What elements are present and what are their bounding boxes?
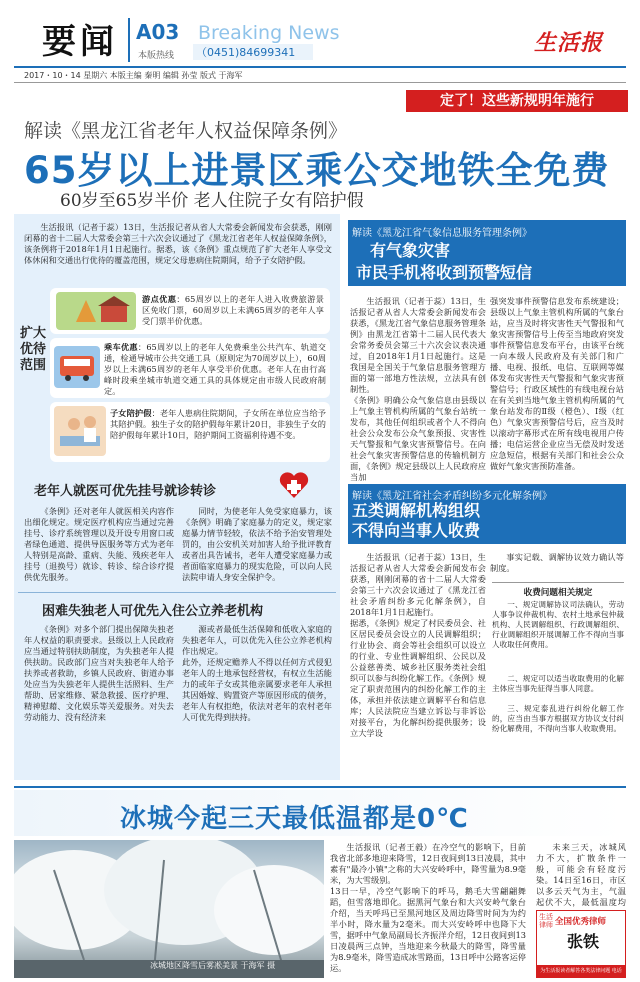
- medical-col2: 同时，为使老年人免受家庭暴力，该《条例》明确了家庭暴力的定义，规定家庭暴力情节轻较，依法不给予治安管理处罚的，由公安机关对加害人给予批评教育或者出具告诫书，老年人遭受家庭暴力或者面临家庭暴力的现实危险，可以向人民法院申请人身安全保护令。: [182, 506, 332, 582]
- page-number: A03: [136, 20, 180, 44]
- weather-col2: 强突发事件预警信息发布系统建设；县级以上气象主管机构所属的气象台站，应当及时将灾害性天气警报和气象灾害预警信号上传至当地政府突发事件预警信息发布平台，由该平台统一向本级人民政府及有关部门和广播、电视、报纸、电信、互联网等媒体发布灾害性天气警报和气象灾害预警信号；行政区域性的有线电视台站在有关到当地气象主管机构所属的气象台站发布的Ⅱ级（橙色）、Ⅰ级（红色）气象灾害预警信号后，应当及时以滚动字幕形式在所有线电视用户传播；电信运营企业应当无偿及时发送应急短信，根据有关部门和社会公众做好气象灾害预防准备。: [490, 296, 624, 471]
- medical-title: 老年人就医可优先挂号就诊转诊: [34, 484, 217, 499]
- benefit-title-care: 子女陪护假: [110, 408, 152, 418]
- benefit-desc-scenic: ：65周岁以上的老年人进入收费旅游景区免收门票，60周岁以上未满65周岁的老年人享受门票半价优惠。: [142, 294, 324, 326]
- weather-headline-1: 有气象灾害: [370, 241, 451, 260]
- benefit-desc-care: ：老年人患病住院期间，子女所在单位应当给予其陪护假。独生子女的陪护假每年累计20日，非独生子女的陪护假每年累计10日，陪护期间工资福利待遇不变。: [110, 408, 326, 440]
- mediation-col2: 事实记载、调解协议效力确认等制度。: [490, 552, 624, 573]
- mediation-box-item-3: 三、规定泰乱进行纠纷化解工作的，应当由当事方根据双方协议支付纠纷化解费用，不得向当事人收取费用。: [492, 704, 624, 733]
- ad-footer: 为生活报读者解答各类法律问题 电话: [537, 965, 625, 977]
- hotline-label: 本版热线: [138, 51, 175, 61]
- scenic-illustration: [56, 292, 136, 330]
- benefit-text-scenic: [142, 294, 324, 327]
- hotline-number: （0451)84699341: [193, 44, 313, 60]
- top-banner: 定了！这些新规明年施行: [406, 90, 628, 112]
- mediation-box: [492, 582, 624, 583]
- header-rule: [14, 66, 626, 68]
- bus-icon: [54, 346, 100, 388]
- nursing-col1: 《条例》对多个部门提出保障失独老年人权益的职责要求。县级以上人民政府应当通过特别扶助制度，为失独老年人提供扶助。民政部门应当对失独老年人给予扶养或者救助，乡镇人民政府、街道办事处应当为失独老年人提供生活照料、生产帮助、居家维修、紧急救援、医疗护理、精神慰藉、文化娱乐等关爱服务。对失去劳动能力、没有经济来: [24, 624, 174, 722]
- cold-headline: 冰城今起三天最低温都是0℃: [120, 804, 469, 834]
- ad-label: 生活律师: [539, 913, 553, 929]
- nurse-patient-icon: [54, 406, 106, 456]
- pagoda-icon: [56, 292, 136, 330]
- ad-name: 张铁: [567, 932, 600, 951]
- photo-caption: 冰城地区降雪后雾凇美景 于海军 摄: [150, 961, 276, 970]
- weather-kicker: 解读《黑龙江省气象信息服务管理条例》: [352, 228, 532, 239]
- lead-headline: 65岁以上进景区乘公交地铁全免费: [24, 149, 610, 192]
- snow-photo: [14, 840, 324, 978]
- care-illustration: [54, 406, 106, 456]
- nursing-title: 困难失独老人可优先入住公立养老机构: [42, 604, 264, 619]
- newspaper-logo: 生活报: [534, 30, 604, 56]
- lead-subhead: 60岁至65岁半价 老人住院子女有陪护假: [60, 191, 364, 211]
- benefit-title-transit: 乘车优惠: [104, 342, 138, 352]
- lead-intro: 生活报讯（记者于蕊）13日，生活报记者从省人大常委会新闻发布会获悉，刚刚闭幕的省十二届人大常委会第三十六次会议通过了《黑龙江省老年人权益保障条例》，该条例将于2018年1月1日起施行。据悉，该《条例》重点规范了扩大老年人享受文体休闲和交通出行优待的覆盖范围，规定父母患病住院期间，给予子女陪护假。: [24, 222, 332, 265]
- mediation-col1: 生活报讯（记者于蕊）13日，生活报记者从省人大常委会新闻发布会获悉，刚刚闭幕的省十二届人大常委会第三十六次会议通过了《黑龙江省社会矛盾纠纷多元化解条例》，自2018年1月1日起施行。 据悉，《条例》规定了村民委员会、社区居民委员会设立的人民调解组织；行业协会、商会等社会组织可以设立的行业、专业性调解组织、公民以及公益慈善类、城乡社区服务类社会组织可以参与纠纷化解工作。《条例》规定了职责范围内的纠纷化解工作的主体，承担并依法建立调解平台和信息库；人民法院应当建立诉讼与非诉讼对接平台，为化解纠纷提供服务；设立大学设: [350, 552, 486, 738]
- header-divider: [128, 18, 130, 62]
- meta-rule: [14, 82, 626, 83]
- bottom-rule: [14, 786, 626, 788]
- nursing-col2: 源或者最低生活保障和低收入家庭的失独老年人，可以优先入住公立养老机构作出规定。 此外，还规定赡养人不得以任何方式侵犯老年人的土地承包经营权，有权立生活能力的或年子女或其他亲属要求老年人承担其因婚嫁、购置资产等原因形成的债务，老年人有权拒绝，依法对老年的农村老年人可优先得到扶持。: [182, 624, 332, 722]
- cold-col1: 生活报讯（记者王毅）在冷空气的影响下，目前我省北部多地迎来降雪，12日夜间到13日凌晨，其中素有"最冷小镇"之称的大兴安岭呼中，降雪量为8.9毫米，为大雪级别。 13日一早，冷空气影响下的呼马，鹅毛大雪翩翩舞蹈，但雪落地即化。据黑河气象台和大兴安岭气象台介绍，当天呼玛已至黑河地区及周边降雪时间为为约半小时，降水量为2毫米。而大兴安岭呼中也降下大雪，据呼中气象局副局长齐振洋介绍，12日夜间到13日凌晨两三点钟，当地迎来今秋最大的降雪，降雪量为8.9毫米，降雪造成冰雪路面，13日呼中公路客运停运。: [330, 842, 526, 973]
- weather-col1: 生活报讯（记者于蕊）13日，生活报记者从省人大常委会新闻发布会获悉，《黑龙江省气象信息服务管理条例》由黑龙江省第十二届人民代表大会常务委员会第三十六次会议表决通过，自2018年1月1日起施行。这是我国是全国关于气象信息服务管理方面的第一部地方性法规，立法具有创制性。 《条例》明确公众气象信息由县级以上气象主管机构所属的气象台站统一发布，其他任何组织或者个人不得向社会公众发布公众气象预报、灾害性天气警报和气象灾害预警信号。在向社会气象灾害预警信息的传输机制方面，《条例》规定县级以上人民政府应当加: [350, 296, 486, 482]
- mediation-kicker: 解读《黑龙江省社会矛盾纠纷多元化解条例》: [352, 491, 552, 502]
- benefit-desc-transit: ：65周岁以上的老年人免费乘坐公共汽车、轨道交通，检通导城市公共交通工具（原则定为70周岁以上），60周岁以上未满65周岁的老年人享受半价优惠。老年人在由行高峰时段乘坐城市轨道交通工具的具体规定由市级人民政府制定。: [104, 342, 326, 396]
- benefit-title-scenic: 游点优惠: [142, 294, 177, 304]
- issue-meta: 2017・10・14 星期六 本版主编 秦明 编辑 孙莹 版式 于海军: [24, 71, 243, 80]
- mediation-box-item-1: 一、规定调解协议司法确认，劳动人事争议仲裁机构、农村土地承包仲裁机构、人民调解组织、行政调解组织、行业调解组织开展调解工作不得向当事人收取任何费用。: [492, 600, 624, 649]
- mediation-box-item-2: 二、规定可以适当收取费用的化解主体应当事先征得当事人同意。: [492, 674, 624, 693]
- mediation-headline-1: 五类调解机构组织: [352, 501, 481, 520]
- section-divider: [18, 592, 336, 593]
- lead-kicker: 解读《黑龙江省老年人权益保障条例》: [24, 120, 348, 142]
- mediation-headline-2: 不得向当事人收费: [352, 521, 481, 540]
- mediation-box-title: 收费问题相关规定: [523, 588, 593, 598]
- cold-col2: 未来三天，冰城风力不大，扩散条件一般，可能会有轻度污染。14日至16日，市区以多云天气为主，气温起伏不大，最低温度均: [536, 842, 626, 907]
- ad-title: 全国优秀律师: [555, 917, 607, 927]
- lawyer-ad: [536, 910, 626, 978]
- section-title: 要闻: [42, 22, 118, 62]
- transit-illustration: [54, 346, 100, 388]
- heart-medical-icon: [278, 470, 310, 500]
- side-label: 扩大优待范围: [20, 326, 47, 373]
- benefit-text-care: [110, 408, 326, 441]
- snow-tree-image: [14, 840, 324, 978]
- medical-col1: 《条例》还对老年人就医相关内容作出细化规定。规定医疗机构应当通过完善挂号、诊疗系统管理以及开设专用窗口或者绿色通道、提供导医服务等方式为老年人特别是高龄、重病、失能、残疾老年人挂号（退换号）就诊、转诊、综合诊疗提供优先服务。: [24, 506, 174, 582]
- breaking-news-label: Breaking News: [198, 22, 340, 44]
- benefit-text-transit: [104, 342, 326, 397]
- weather-headline-2: 市民手机将收到预警短信: [356, 263, 533, 282]
